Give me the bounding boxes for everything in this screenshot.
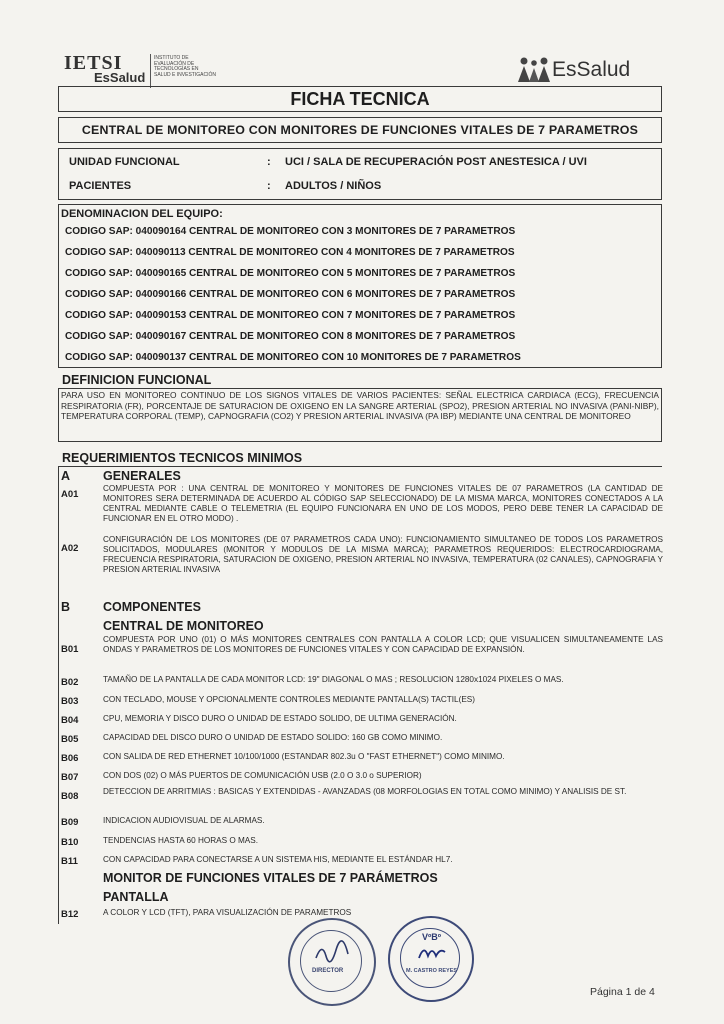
equipment-code-item: CODIGO SAP: 040090153 CENTRAL DE MONITOREO CON 7 MONITORES DE 7 PARAMETROS — [65, 310, 516, 321]
signature-mark — [312, 940, 352, 964]
item-code: B05 — [61, 734, 79, 745]
family-figures-icon — [516, 56, 552, 84]
subsection-heading: CENTRAL DE MONITOREO — [103, 619, 264, 633]
seal-vobo: VºBº — [422, 932, 442, 942]
section-heading: GENERALES — [103, 469, 181, 483]
section-heading: COMPONENTES — [103, 600, 201, 614]
essalud-wordmark: EsSalud — [552, 58, 631, 81]
page-title: FICHA TECNICA — [58, 86, 662, 112]
subsection-heading: PANTALLA — [103, 890, 169, 904]
item-code: B09 — [61, 817, 79, 828]
item-text: CON CAPACIDAD PARA CONECTARSE A UN SISTEMA HIS, MEDIANTE EL ESTÁNDAR HL7. — [103, 855, 453, 864]
item-text: A COLOR Y LCD (TFT), PARA VISUALIZACIÓN DE PARAMETROS — [103, 908, 352, 917]
institution-text: INSTITUTO DE EVALUACIÓN DE TECNOLOGÍAS EN SALUD E INVESTIGACIÓN — [154, 55, 216, 78]
info-value: ADULTOS / NIÑOS — [285, 180, 382, 192]
denominacion-title: DENOMINACION DEL EQUIPO: — [61, 208, 223, 220]
ietsi-brand: EsSalud — [94, 70, 146, 85]
equipment-code-item: CODIGO SAP: 040090166 CENTRAL DE MONITOREO CON 6 MONITORES DE 7 PARAMETROS — [65, 289, 516, 300]
section-letter: B — [61, 600, 71, 614]
equipment-code-item: CODIGO SAP: 040090137 CENTRAL DE MONITOREO CON 10 MONITORES DE 7 PARAMETROS — [65, 352, 521, 363]
definicion-text: PARA USO EN MONITOREO CONTINUO DE LOS SIGNOS VITALES DE VARIOS PACIENTES: SEÑAL ELECTRICA CARDIACA (ECG), FRECUENCIA RESPIRATORIA (FR), PORCENTAJE DE SATURACION DE OXIGENO EN LA SANGRE ARTERIAL (SPO2), PRESION ARTERIAL NO INVASIVA (PANI-NIBP), TEMPERATURA CORPORAL (TEMP), CAPNOGRAFIA (CO2) Y PRESION ARTERIAL INVASIVA (PA IBP) MEDIANTE UNA CENTRAL DE MONITOREO — [58, 388, 662, 442]
item-text: CON SALIDA DE RED ETHERNET 10/100/1000 (ESTANDAR 802.3u O "FAST ETHERNET") COMO MINIMO. — [103, 752, 505, 761]
info-colon: : — [267, 156, 271, 168]
denominacion-box — [58, 204, 662, 368]
item-text: TAMAÑO DE LA PANTALLA DE CADA MONITOR LCD: 19" DIAGONAL O MAS ; RESOLUCION 1280x1024 PIXELES O MAS. — [103, 675, 564, 684]
logo-divider — [150, 54, 151, 88]
info-value: UCI / SALA DE RECUPERACIÓN POST ANESTESICA / UVI — [285, 156, 587, 168]
item-code: B03 — [61, 696, 79, 707]
item-text: CON TECLADO, MOUSE Y OPCIONALMENTE CONTROLES MEDIANTE PANTALLA(S) TACTIL(ES) — [103, 695, 475, 704]
seal-role: DIRECTOR — [312, 968, 344, 974]
official-seal-left — [288, 918, 376, 1006]
item-code: A02 — [61, 543, 79, 554]
item-code: B08 — [61, 791, 79, 802]
item-text: DETECCION DE ARRITMIAS : BASICAS Y EXTENDIDAS - AVANZADAS (08 MORFOLOGIAS EN TOTAL COMO MINIMO) Y ANALISIS DE ST. — [103, 787, 627, 796]
item-text: TENDENCIAS HASTA 60 HORAS O MAS. — [103, 836, 258, 845]
info-colon: : — [267, 180, 271, 192]
item-text: COMPUESTA POR UNO (01) O MÁS MONITORES CENTRALES CON PANTALLA A COLOR LCD; QUE VISUALICEN SIMULTANEAMENTE LAS ONDAS Y PARAMETROS DE LOS MONITORES DE FUNCIONES VITALES Y CON CAPACIDAD DE EXPANSIÓN. — [103, 635, 663, 654]
item-text: CPU, MEMORIA Y DISCO DURO O UNIDAD DE ESTADO SOLIDO, DE ULTIMA GENERACIÓN. — [103, 714, 457, 723]
requerimientos-box — [58, 466, 662, 924]
item-text: COMPUESTA POR : UNA CENTRAL DE MONITOREO Y MONITORES DE FUNCIONES VITALES DE 07 PARAMETROS (LA CANTIDAD DE MONITORES SERA DETERMINADA DE ACUERDO AL CÓDIGO SAP SELECCIONADO) DE LA MISMA MARCA, MONITORES CONECTADOS A LA CENTRAL MEDIANTE CABLE O TELEMETRIA (EL EQUIPO FUNCIONARA EN UNO DE LOS MODOS, PERO DEBE TENER LA CAPACIDAD DE FUNCIONAR EN EL OTRO MODO) . — [103, 484, 663, 523]
page-number: Página 1 de 4 — [590, 986, 655, 998]
section-letter: A — [61, 469, 71, 483]
item-code: B10 — [61, 837, 79, 848]
item-code: A01 — [61, 489, 79, 500]
equipment-subtitle: CENTRAL DE MONITOREO CON MONITORES DE FUNCIONES VITALES DE 7 PARAMETROS — [58, 117, 662, 143]
item-code: B07 — [61, 772, 79, 783]
info-label: PACIENTES — [69, 180, 132, 192]
item-code: B01 — [61, 644, 79, 655]
seal-name: M. CASTRO REYES — [406, 968, 458, 974]
item-code: B06 — [61, 753, 79, 764]
equipment-code-item: CODIGO SAP: 040090164 CENTRAL DE MONITOREO CON 3 MONITORES DE 7 PARAMETROS — [65, 226, 516, 237]
ietsi-acronym: IETSI — [64, 52, 123, 74]
item-code: B12 — [61, 909, 79, 920]
info-label: UNIDAD FUNCIONAL — [69, 156, 180, 168]
equipment-code-item: CODIGO SAP: 040090113 CENTRAL DE MONITOREO CON 4 MONITORES DE 7 PARAMETROS — [65, 247, 515, 258]
official-seal-right — [388, 916, 474, 1002]
item-text: CAPACIDAD DEL DISCO DURO O UNIDAD DE ESTADO SOLIDO: 160 GB COMO MINIMO. — [103, 733, 443, 742]
item-code: B02 — [61, 677, 79, 688]
item-text: CON DOS (02) O MÁS PUERTOS DE COMUNICACIÓN USB (2.0 O 3.0 o SUPERIOR) — [103, 771, 422, 780]
info-box — [58, 148, 662, 200]
equipment-code-item: CODIGO SAP: 040090165 CENTRAL DE MONITOREO CON 5 MONITORES DE 7 PARAMETROS — [65, 268, 516, 279]
subsection-heading: MONITOR DE FUNCIONES VITALES DE 7 PARÁMETROS — [103, 871, 438, 885]
essalud-logo — [516, 56, 661, 86]
item-text: INDICACION AUDIOVISUAL DE ALARMAS. — [103, 816, 265, 825]
signature-mark — [416, 942, 448, 964]
item-code: B04 — [61, 715, 79, 726]
item-text: CONFIGURACIÓN DE LOS MONITORES (DE 07 PARAMETROS CADA UNO): FUNCIONAMIENTO SIMULTANEO DE TODOS LOS PARAMETROS SOLICITADOS, MODULARES (MONITOR Y MODULOS DE LA MISMA MARCA); PARAMETROS REQUERIDOS: ELECTROCARDIOGRAMA, FRECUENCIA RESPIRATORIA, SATURACION DE OXIGENO, PRESION ARTERIAL NO INVASIVA, TEMPERATURA (02 CANALES), CAPNOGRAFIA Y PRESION ARTERIAL INVASIVA — [103, 535, 663, 574]
equipment-code-item: CODIGO SAP: 040090167 CENTRAL DE MONITOREO CON 8 MONITORES DE 7 PARAMETROS — [65, 331, 516, 342]
definicion-title: DEFINICION FUNCIONAL — [62, 373, 212, 387]
requerimientos-title: REQUERIMIENTOS TECNICOS MINIMOS — [62, 451, 303, 465]
item-code: B11 — [61, 856, 78, 867]
